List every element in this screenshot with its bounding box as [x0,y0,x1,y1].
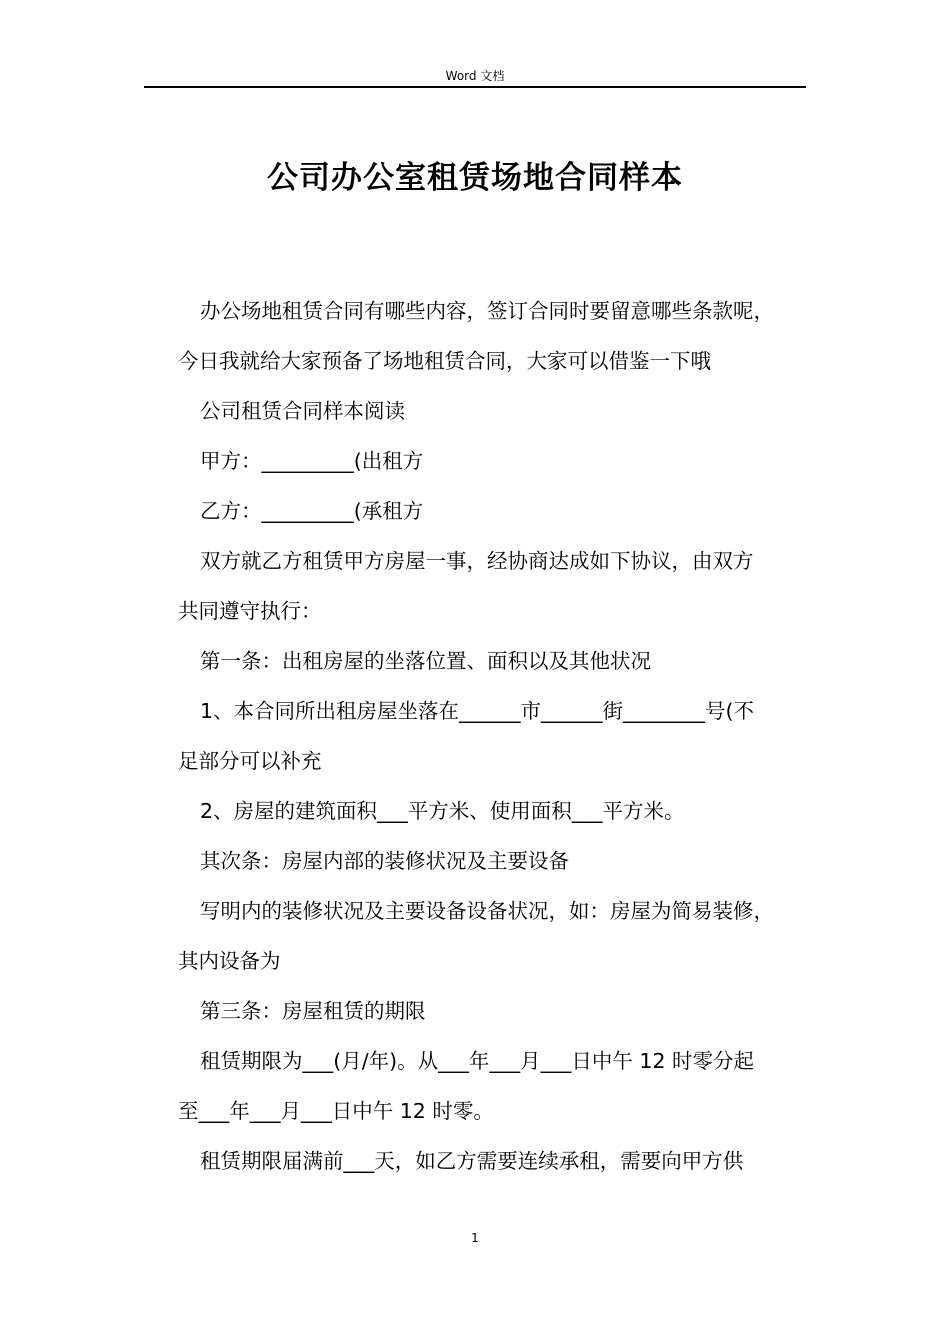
paragraph-line: 第三条：房屋租赁的期限 [200,999,426,1023]
paragraph-line: 租赁期限为___(月/年)。从___年___月___日中午 12 时零分起 [200,1049,755,1073]
paragraph-line: 第一条：出租房屋的坐落位置、面积以及其他状况 [200,649,651,673]
paragraph [178,1036,818,1136]
paragraph-line: 1、本合同所出租房屋坐落在______市______街________号(不 [200,699,755,723]
paragraph [178,286,818,386]
paragraph [178,886,818,986]
paragraph-line: 至___年___月___日中午 12 时零。 [178,1099,494,1123]
paragraph [178,386,818,436]
paragraph-line: 其次条：房屋内部的装修状况及主要设备 [200,849,569,873]
paragraph [178,436,818,486]
paragraph [178,636,818,686]
page-number: 1 [471,1231,479,1245]
paragraph-line: 租赁期限届满前___天，如乙方需要连续承租，需要向甲方供 [200,1149,744,1173]
paragraph [178,1136,818,1186]
paragraph-line: 公司租赁合同样本阅读 [200,399,405,423]
paragraph-line: 其内设备为 [178,949,281,973]
paragraph [178,986,818,1036]
header-divider [144,86,806,88]
paragraph-line: 双方就乙方租赁甲方房屋一事，经协商达成如下协议，由双方 [200,549,754,573]
paragraph-line: 共同遵守执行： [178,599,322,623]
document-body [178,286,818,1186]
document-title: 公司办公室租赁场地合同样本 [267,160,683,196]
page-header: Word 文档 [445,69,505,83]
paragraph-line: 甲方：_________(出租方 [200,449,424,473]
paragraph-line: 2、房屋的建筑面积___平方米、使用面积___平方米。 [200,799,685,823]
paragraph-line: 办公场地租赁合同有哪些内容，签订合同时要留意哪些条款呢， [200,299,774,323]
paragraph [178,486,818,536]
paragraph [178,836,818,886]
paragraph-line: 写明内的装修状况及主要设备设备状况，如：房屋为简易装修， [200,899,774,923]
paragraph-line: 今日我就给大家预备了场地租赁合同，大家可以借鉴一下哦 [178,349,711,373]
paragraph [178,686,818,786]
paragraph-line: 足部分可以补充 [178,749,322,773]
paragraph [178,536,818,636]
paragraph-line: 乙方：_________(承租方 [200,499,424,523]
paragraph [178,786,818,836]
